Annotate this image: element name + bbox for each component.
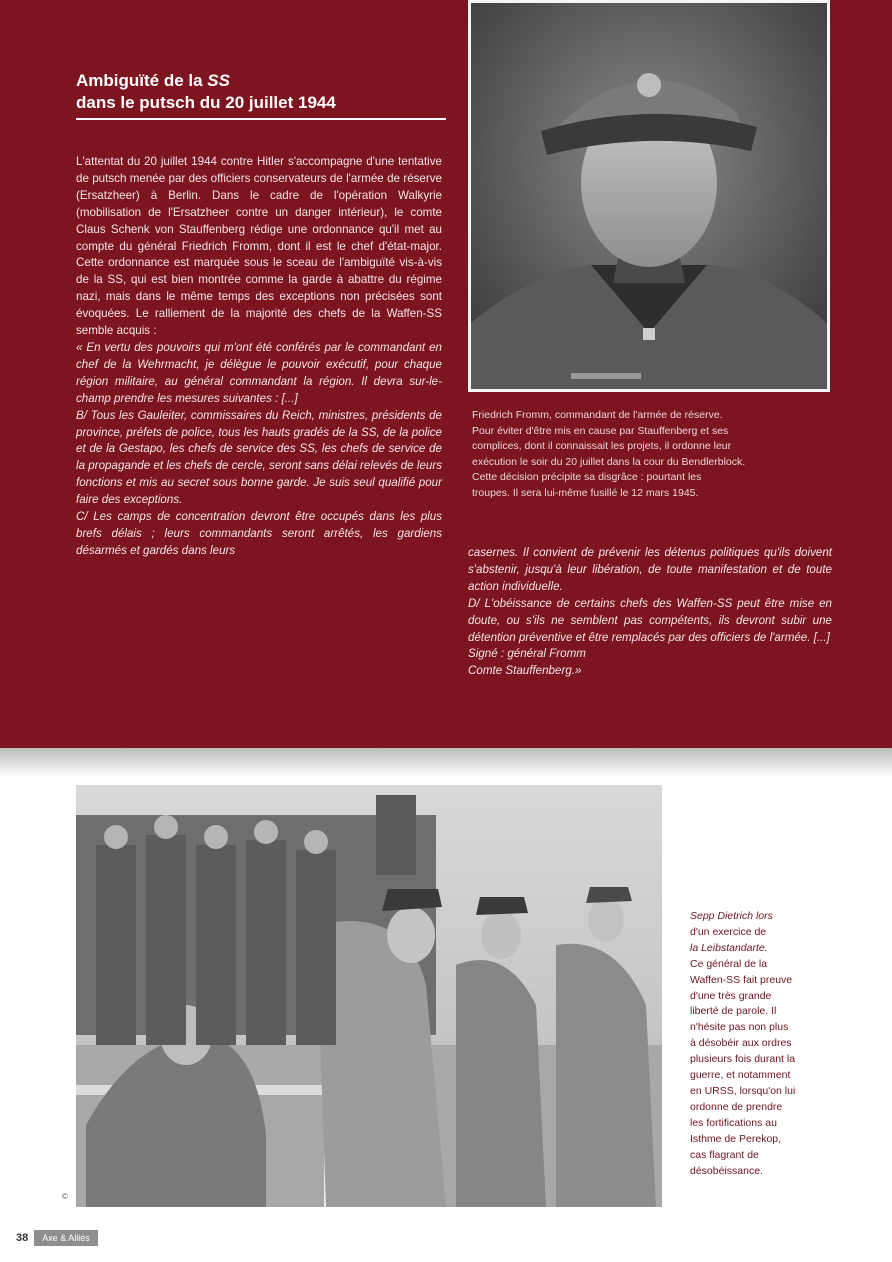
intro-paragraph: L'attentat du 20 juillet 1944 contre Hitler s'accompagne d'une tentative de putsch menée par des officiers conservateurs de l'armée de réserve (Ersatzheer) à Berlin. Dans le cadre de l'opération Walkyrie (mobilisation de l'Ersatzheer contre un danger intérieur), le comte Claus Schenk von Stauffenberg rédige une ordonnance qu'il met au compte du général Friedrich Fromm, dont il est le chef d'état-major. Cette ordonnance est marquée sous le sceau de l'ambiguïté vis-à-vis de la SS, qui est bien montrée comme la garde à abattre du régime nazi, mais dans le même temps des exceptions non précisées sont évoquées. Le ralliement de la majorité des chefs de la Waffen-SS semble acquis : [76,155,442,338]
page-number: 38 [16,1232,29,1244]
signature-line: Comte Stauffenberg.» [468,664,582,678]
caption-line: guerre, et notamment [690,1069,791,1082]
title-line2: dans le putsch du 20 juillet 1944 [76,93,336,112]
page-footer [16,1230,98,1246]
caption-line: Waffen-SS fait preuve [690,973,793,986]
title-line1-em: SS [207,71,230,90]
caption-line: Friedrich Fromm, commandant de l'armée de réserve. [472,409,723,421]
caption-line: Ce général de la [690,957,768,970]
sidebar-title [76,70,446,120]
quote-paragraph-c-start: C/ Les camps de concentration devront être occupés dans les plus brefs délais ; leurs commandants seront arrêtés, les gardiens désarmés et gardés dans leurs [76,510,442,557]
portrait-caption [472,408,828,502]
sidebar-column-right [468,545,832,680]
caption-line: d'un exercice de [690,925,767,938]
caption-line: plusieurs fois durant la [690,1053,796,1066]
caption-line: Cette décision précipite sa disgrâce : pourtant les [472,471,702,484]
caption-line: n'hésite pas non plus [690,1021,789,1034]
caption-line: cas flagrant de [690,1148,759,1161]
portrait-image [471,3,827,389]
caption-line: liberté de parole. Il [690,1005,777,1018]
quote-paragraph-c-end: casernes. Il convient de prévenir les détenus politiques qu'ils doivent s'abstenir, jusqu'à leur libération, de toute manifestation et de toute action individuelle. [468,546,832,593]
dietrich-group-photo [76,785,662,1207]
caption-line: troupes. Il sera lui-même fusillé le 12 mars 1945. [472,486,699,499]
caption-line: en URSS, lorsqu'on lui [690,1084,796,1097]
caption-line: désobéissance. [690,1164,763,1177]
quote-paragraph-b: B/ Tous les Gauleiter, commissaires du Reich, ministres, présidents de province, préfets de police, tous les hauts gradés de la SS, de la police et de la Gestapo, les chefs de service des SS, les chefs de service de la propagande et les chefs de cercle, seront sans délai relevés de leurs fonctions et mis au secret sous bonne garde. Je suis seul qualifié pour faire des exceptions. [76,408,442,507]
caption-line: à désobéir aux ordres [690,1037,792,1050]
title-line1-prefix: Ambiguïté de la [76,71,208,90]
group-photo-image [76,785,662,1207]
caption-line: les fortifications au [690,1116,777,1129]
caption-line: la Leibstandarte. [690,941,768,954]
panel-shadow-band [0,748,892,778]
caption-line: ordonne de prendre [690,1100,783,1113]
magazine-name: Axe & Alliés [34,1230,98,1246]
group-photo-caption [690,909,814,1179]
caption-line: Isthme de Perekop, [690,1132,782,1145]
photo-credit: © [62,1192,68,1201]
fromm-portrait-photo [468,0,830,392]
caption-line: exécution le soir du 20 juillet dans la cour du Bendlerblock. [472,455,746,468]
caption-line: complices, dont il connaissait les projets, il ordonne leur [472,440,732,453]
quote-paragraph-d: D/ L'obéissance de certains chefs des Waffen-SS peut être mise en doute, ou s'ils ne semblent pas compétents, ils devront subir une détention préventive et être remplacés par des officiers de l'armée. [...] [468,596,832,644]
signature-line: Signé : général Fromm [468,647,586,661]
quote-paragraph-a: « En vertu des pouvoirs qui m'ont été conférés par le commandant en chef de la Wehrmacht, je délègue le pouvoir exécutif, pour chaque région militaire, au général commandant la région. Il devra sur-le-champ prendre les mesures suivantes : [...] [76,340,442,405]
caption-line: d'une très grande [690,989,772,1002]
caption-line: Sepp Dietrich lors [690,910,773,922]
caption-line: Pour éviter d'être mis en cause par Stauffenberg et ses [472,424,729,437]
sidebar-column-left [76,154,442,560]
